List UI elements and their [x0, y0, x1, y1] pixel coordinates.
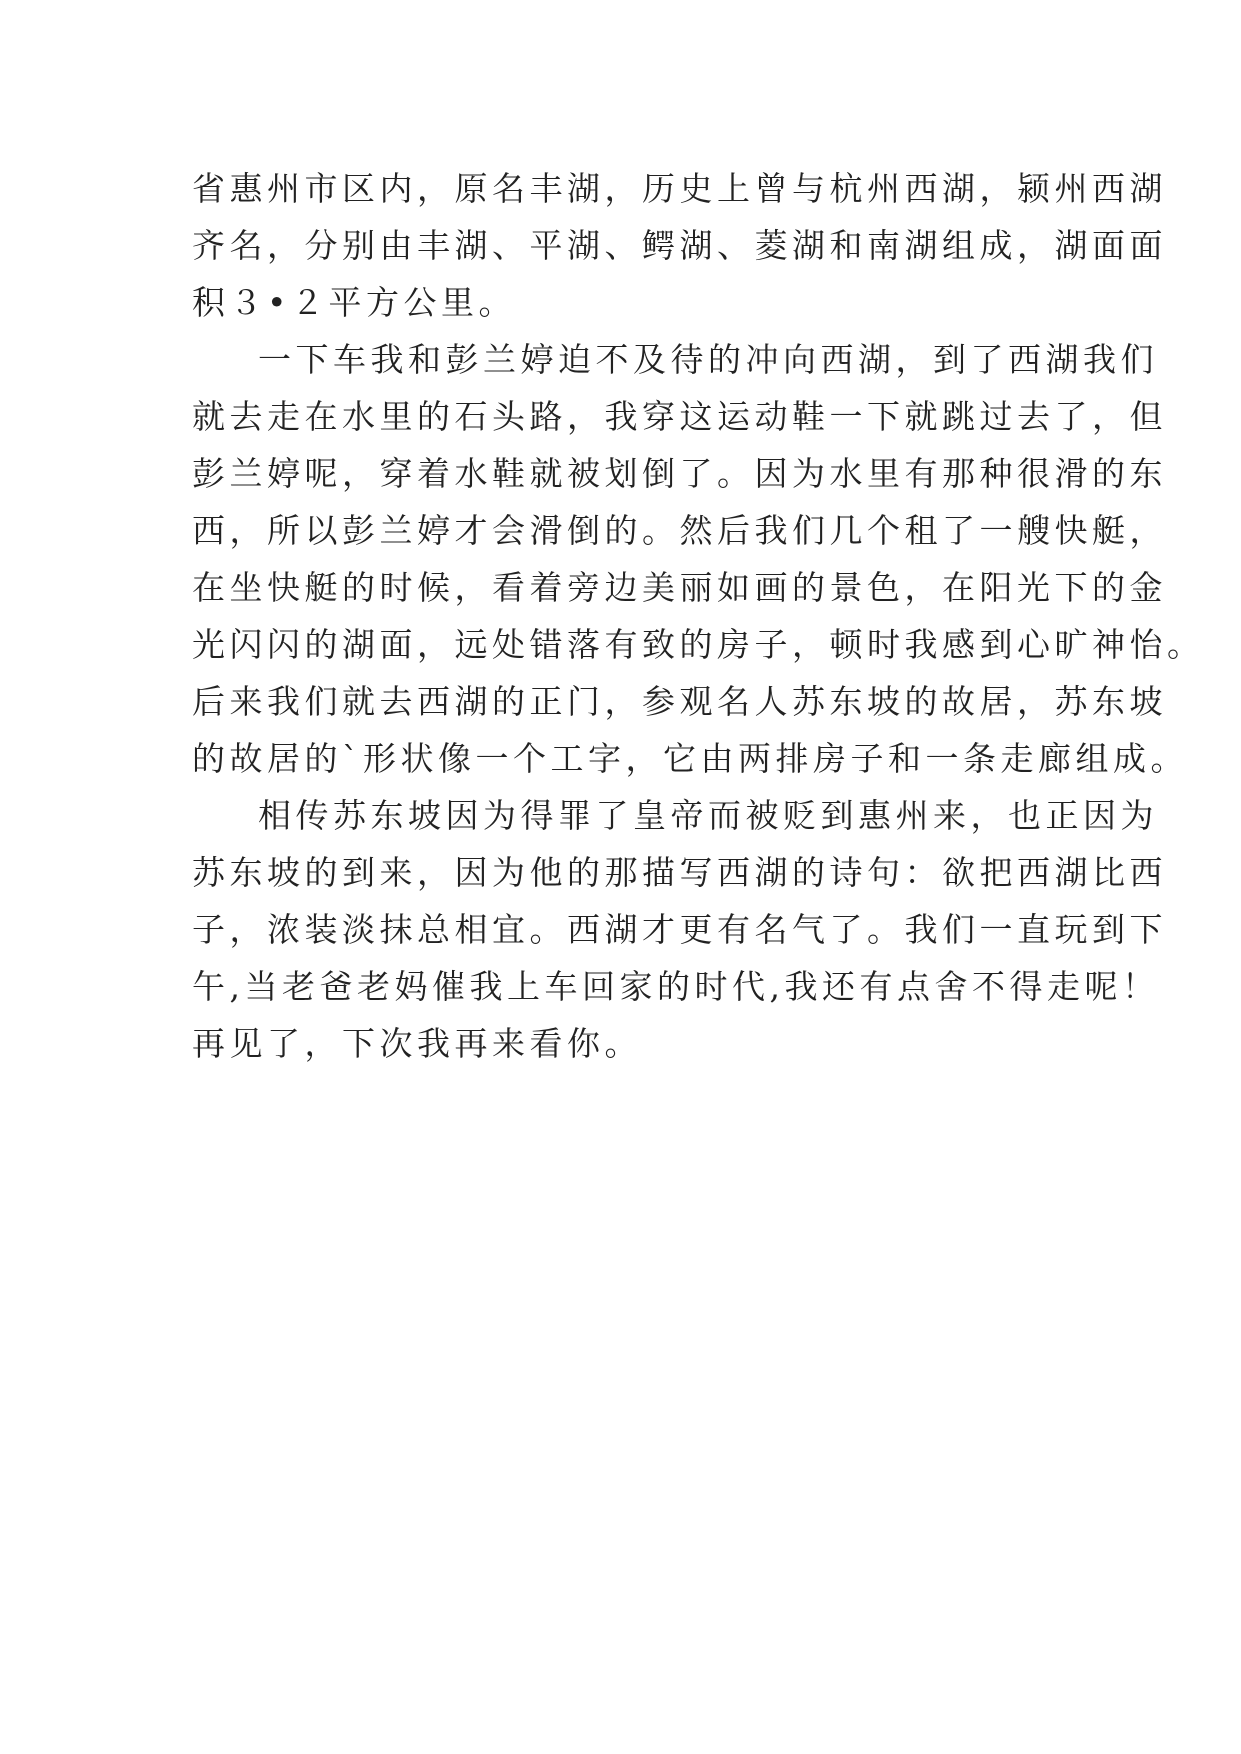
paragraph-line: 齐名，分别由丰湖、平湖、鳄湖、菱湖和南湖组成，湖面面	[192, 226, 1167, 265]
document-body	[192, 160, 1205, 1072]
paragraph-line: 后来我们就去西湖的正门，参观名人苏东坡的故居，苏东坡	[192, 682, 1167, 721]
paragraph-2	[192, 331, 1205, 787]
paragraph-line: 午,当老爸老妈催我上车回家的时代,我还有点舍不得走呢！	[192, 967, 1160, 1006]
paragraph-3	[192, 787, 1167, 1072]
paragraph-line: 彭兰婷呢，穿着水鞋就被划倒了。因为水里有那种很滑的东	[192, 454, 1167, 493]
paragraph-line: 省惠州市区内，原名丰湖，历史上曾与杭州西湖，颍州西湖	[192, 169, 1167, 208]
paragraph-line: 一下车我和彭兰婷迫不及待的冲向西湖，到了西湖我们	[258, 340, 1158, 379]
paragraph-line: 就去走在水里的石头路，我穿这运动鞋一下就跳过去了，但	[192, 397, 1167, 436]
paragraph-line: 的故居的`形状像一个工字，它由两排房子和一条走廊组成。	[192, 739, 1188, 778]
paragraph-line: 西，所以彭兰婷才会滑倒的。然后我们几个租了一艘快艇，	[192, 511, 1167, 550]
paragraph-1	[192, 160, 1167, 331]
paragraph-line: 光闪闪的湖面，远处错落有致的房子，顿时我感到心旷神怡。	[192, 625, 1205, 664]
paragraph-line: 在坐快艇的时候，看着旁边美丽如画的景色，在阳光下的金	[192, 568, 1167, 607]
paragraph-line: 再见了，下次我再来看你。	[192, 1024, 642, 1063]
paragraph-line: 积３•２平方公里。	[192, 283, 516, 322]
paragraph-line: 相传苏东坡因为得罪了皇帝而被贬到惠州来，也正因为	[258, 796, 1158, 835]
paragraph-line: 子，浓装淡抹总相宜。西湖才更有名气了。我们一直玩到下	[192, 910, 1167, 949]
paragraph-line: 苏东坡的到来，因为他的那描写西湖的诗句：欲把西湖比西	[192, 853, 1167, 892]
